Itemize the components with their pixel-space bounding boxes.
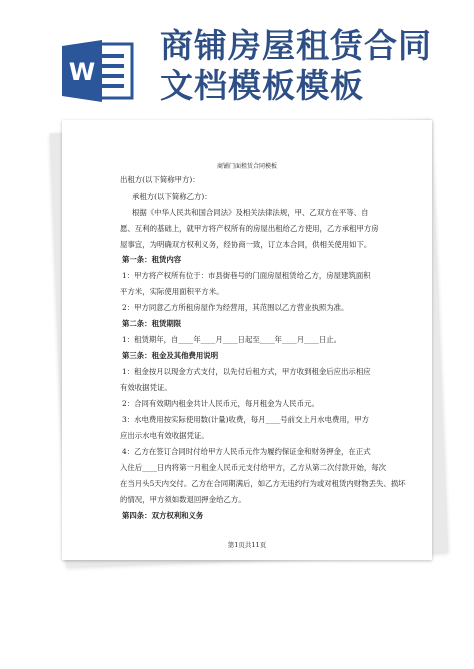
doc-line: 有效收据凭证。	[120, 383, 172, 392]
section-heading: 第三条：租金及其他费用说明	[122, 351, 219, 360]
header	[0, 0, 474, 110]
doc-line: 1：租金按月以现金方式支付，以先付后租方式，甲方收到租金后应出示相应	[122, 367, 371, 376]
section-heading: 第二条：租赁期限	[122, 319, 182, 328]
doc-line: 出租方(以下简称甲方)：	[120, 175, 200, 184]
doc-line: 入住后____日内将第一月租金人民币元支付给甲方，乙方从第二次付款开始，每次	[120, 463, 387, 472]
section-heading: 第四条：双方权利和义务	[122, 511, 204, 520]
doc-line: 4：乙方在签订合同时付给甲方人民币元作为履约保证金和财务押金，在正式	[122, 447, 371, 456]
title-line-1: 商铺房屋租赁合同	[160, 26, 432, 65]
page-title	[160, 26, 460, 106]
doc-line: 在当月头5天内交付。乙方在合同期满后，如乙方无违约行为或对租赁内财物丢失、损坏	[120, 479, 406, 488]
doc-line: 2：甲方同意乙方所租房屋作为经营用，其范围以乙方营业执照为准。	[122, 303, 349, 312]
word-icon	[62, 38, 136, 104]
doc-line: 1：甲方将产权所有位于：市县街巷号的门面房屋租赁给乙方，房屋建筑面积	[122, 271, 371, 280]
title-line-2: 文档模板模板	[160, 66, 364, 105]
section-heading: 第一条：租赁内容	[122, 255, 182, 264]
doc-line: 2：合同有效期内租金共计人民币元，每月租金为人民币元。	[122, 399, 319, 408]
doc-line: 应出示水电有效收据凭证。	[120, 431, 209, 440]
doc-line: 根据《中华人民共和国合同法》及相关法律法规，甲、乙双方在平等、自	[132, 208, 369, 217]
document-title: 商铺门面租赁合同模板	[216, 163, 277, 170]
doc-line: 1：租赁期年，自____年____月____日起至____年____月____日止。	[122, 335, 342, 344]
doc-line: 的情况，甲方须如数退回押金给乙方。	[120, 495, 246, 504]
page-footer: 第1页共11页	[227, 541, 267, 549]
doc-line: 3：水电费用按实际使用数(计量)收费，每月____号前交上月水电费用，甲方	[122, 415, 369, 424]
document-page	[62, 120, 432, 560]
doc-line: 屋事宜，为明确双方权利义务，经协商一致，订立本合同，供相关使用如下。	[120, 240, 372, 249]
doc-line: 承租方(以下简称乙方)：	[132, 192, 212, 201]
word-logo-letter: W	[68, 58, 96, 86]
doc-line: 平方米，实际使用面积平方米。	[120, 287, 224, 296]
doc-line: 愿、互利的基础上，就甲方将产权所有的房屋出租给乙方使用，乙方承租甲方房	[120, 224, 379, 233]
